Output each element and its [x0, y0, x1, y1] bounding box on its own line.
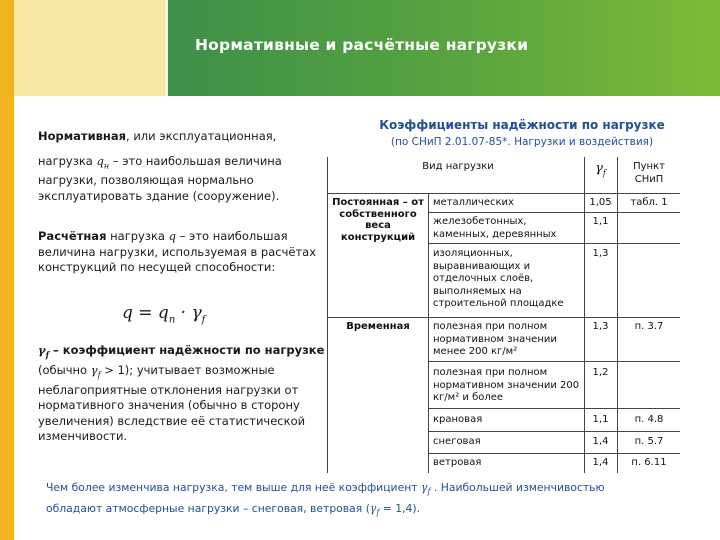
row-value: 1,05	[589, 197, 612, 208]
row-name: изоляционных, выравнивающих и отделочных слоёв, выполняемых на строительной площадке	[433, 248, 564, 309]
row-clause: п. 5.7	[634, 436, 664, 447]
normative-load-definition-cont	[38, 154, 328, 205]
header-clause: Пункт СНиП	[633, 161, 665, 185]
row-clause: п. 3.7	[634, 321, 664, 332]
row-name: снеговая	[433, 436, 481, 447]
row-value: 1,1	[592, 414, 609, 425]
row-clause: п. 4.8	[634, 414, 664, 425]
gamma-definition	[38, 343, 328, 445]
design-text-a: нагрузка	[106, 229, 169, 244]
normative-term: Нормативная	[38, 129, 127, 143]
row-name: полезная при полном нормативном значении менее 200 кг/м²	[433, 321, 557, 357]
row-value: 1,2	[592, 367, 609, 378]
normative-var: $q_н$	[96, 153, 110, 170]
row-name: ветровая	[433, 457, 482, 468]
design-text-b: – это наибольшая величина нагрузки, используемая в расчётах конструкций по несущей способности:	[38, 229, 317, 275]
header-left-panel	[0, 0, 165, 96]
table-rule	[328, 317, 680, 318]
group-temporary: Временная	[346, 321, 410, 332]
gamma-symbol: $\gamma_f$	[38, 343, 50, 360]
row-value: 1,1	[592, 216, 609, 227]
gamma-text-a: (обычно	[38, 362, 91, 377]
footer-gamma-inline: $\gamma_f$	[369, 502, 380, 518]
footer-text-a: Чем более изменчива нагрузка, тем выше для неё коэффициент	[46, 481, 421, 494]
table-rule	[428, 193, 429, 473]
design-load-formula: $q = q_n \cdot \gamma_f$	[122, 303, 206, 326]
definitions-block	[38, 129, 328, 276]
gamma-symbol-inline: $\gamma_f$	[90, 362, 101, 380]
design-term: Расчётная	[38, 229, 107, 244]
reliability-coefficients-table	[327, 157, 680, 473]
row-value: 1,3	[592, 321, 609, 332]
row-clause: п. 6.11	[631, 457, 667, 468]
design-var: q	[168, 229, 176, 244]
table-rule	[328, 193, 680, 194]
row-clause: табл. 1	[630, 197, 668, 208]
gamma-text-b: > 1); учитывает возможные неблагоприятные отклонения нагрузки от нормативного значения (обычно в сторону увеличения) вследствие её статистической изменчивости.	[38, 362, 306, 444]
header-gamma: $\gamma_f$	[595, 161, 606, 178]
table-rule	[428, 408, 680, 409]
table-rule	[428, 431, 680, 432]
table-title: Коэффициенты надёжности по нагрузке	[379, 118, 665, 132]
left-yellow-bar	[0, 0, 14, 540]
normative-text-b: нагрузка	[38, 153, 93, 168]
gamma-definition-block	[38, 343, 328, 445]
header-load-type: Вид нагрузки	[422, 161, 494, 172]
table-rule	[428, 453, 680, 454]
page-title: Нормативные и расчётные нагрузки	[195, 36, 529, 54]
group-permanent: Постоянная – от собственного веса конструкций	[332, 197, 424, 243]
header-separator	[165, 0, 168, 96]
footer-note	[46, 479, 706, 521]
row-value: 1,3	[592, 248, 609, 259]
footer-gamma: $\gamma_f$	[421, 481, 431, 497]
design-load-definition	[38, 229, 328, 276]
normative-text-a: , или эксплуатационная,	[126, 129, 277, 143]
row-name: металлических	[433, 197, 514, 208]
table-rule	[428, 243, 680, 244]
row-name: крановая	[433, 414, 483, 425]
row-value: 1,4	[592, 436, 609, 447]
table-subtitle: (по СНиП 2.01.07-85*. Нагрузки и воздействия)	[390, 136, 654, 148]
table-rule	[428, 361, 680, 362]
footer-text-d: = 1,4).	[379, 502, 421, 516]
normative-load-definition	[38, 129, 328, 145]
normative-text-c: – это наибольшая величина нагрузки, позволяющая нормально эксплуатировать здание (сооружение).	[38, 153, 282, 203]
table-rule	[428, 212, 680, 213]
row-name: полезная при полном нормативном значении 200 кг/м² и более	[433, 367, 580, 403]
footer-text-b: . Наибольшей изменчивостью	[430, 481, 605, 494]
row-name: железобетонных, каменных, деревянных	[433, 216, 557, 240]
gamma-term: – коэффициент надёжности по нагрузке	[49, 343, 325, 357]
row-value: 1,4	[592, 457, 609, 468]
header-rule	[14, 97, 720, 99]
footer-text-c: обладают атмосферные нагрузки – снеговая, ветровая (	[46, 502, 370, 516]
